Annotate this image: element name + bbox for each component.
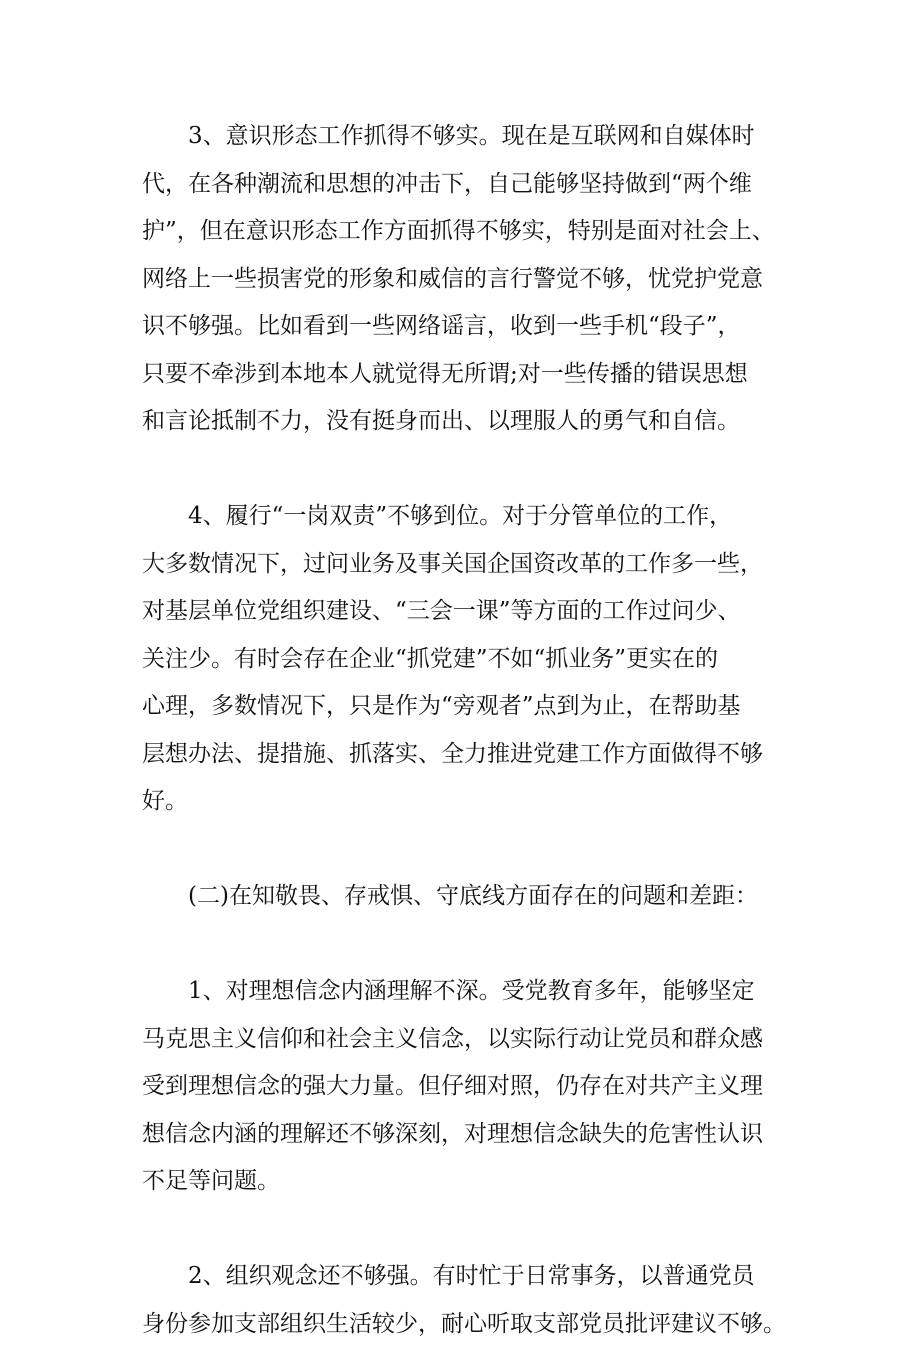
- paragraph-line: 心理，多数情况下，只是作为“旁观者”点到为止，在帮助基: [142, 683, 792, 731]
- paragraph-line: 受到理想信念的强大力量。但仔细对照，仍存在对共产主义理: [142, 1063, 792, 1111]
- paragraph-line: 和言论抵制不力，没有挺身而出、以理服人的勇气和自信。: [142, 398, 792, 446]
- paragraph-line: 身份参加支部组织生活较少，耐心听取支部党员批评建议不够。: [142, 1301, 792, 1348]
- paragraph-spacer: [142, 1206, 792, 1254]
- paragraph-line: 层想办法、提措施、抓落实、全力推进党建工作方面做得不够: [142, 731, 792, 779]
- paragraph-line: 护”，但在意识形态工作方面抓得不够实，特别是面对社会上、: [142, 208, 792, 256]
- paragraph-organization: [142, 1253, 792, 1348]
- paragraph-spacer: [142, 826, 792, 874]
- paragraph-line: 对基层单位党组织建设、“三会一课”等方面的工作过问少、: [142, 588, 792, 636]
- section-heading: [142, 873, 792, 921]
- paragraph-line: 4、履行“一岗双责”不够到位。对于分管单位的工作，: [142, 493, 792, 541]
- section-heading-text: (二)在知敬畏、存戒惧、守底线方面存在的问题和差距：: [142, 873, 792, 921]
- paragraph-line: 网络上一些损害党的形象和威信的言行警觉不够，忧党护党意: [142, 256, 792, 304]
- paragraph-spacer: [142, 921, 792, 969]
- paragraph-line: 只要不牵涉到本地本人就觉得无所谓;对一些传播的错误思想: [142, 351, 792, 399]
- paragraph-ideology-work: [142, 113, 792, 446]
- paragraph-line: 1、对理想信念内涵理解不深。受党教育多年，能够坚定: [142, 968, 792, 1016]
- paragraph-line: 大多数情况下，过问业务及事关国企国资改革的工作多一些，: [142, 541, 792, 589]
- paragraph-line: 关注少。有时会存在企业“抓党建”不如“抓业务”更实在的: [142, 636, 792, 684]
- paragraph-line: 识不够强。比如看到一些网络谣言，收到一些手机“段子”，: [142, 303, 792, 351]
- paragraph-line: 不足等问题。: [142, 1158, 792, 1206]
- paragraph-ideals-beliefs: [142, 968, 792, 1206]
- paragraph-line: 2、组织观念还不够强。有时忙于日常事务，以普通党员: [142, 1253, 792, 1301]
- paragraph-dual-responsibility: [142, 493, 792, 826]
- paragraph-line: 马克思主义信仰和社会主义信念，以实际行动让党员和群众感: [142, 1016, 792, 1064]
- paragraph-spacer: [142, 446, 792, 494]
- paragraph-line: 代，在各种潮流和思想的冲击下，自己能够坚持做到“两个维: [142, 161, 792, 209]
- paragraph-line: 好。: [142, 778, 792, 826]
- paragraph-line: 想信念内涵的理解还不够深刻，对理想信念缺失的危害性认识: [142, 1111, 792, 1159]
- paragraph-line: 3、意识形态工作抓得不够实。现在是互联网和自媒体时: [142, 113, 792, 161]
- document-body: [142, 113, 792, 1348]
